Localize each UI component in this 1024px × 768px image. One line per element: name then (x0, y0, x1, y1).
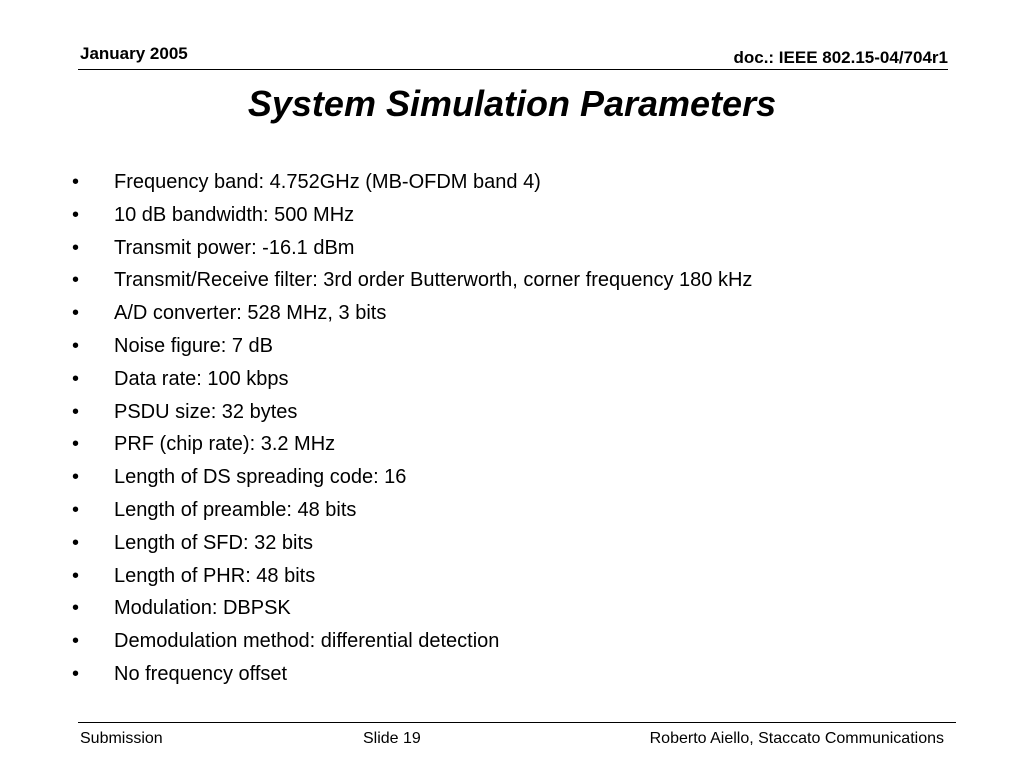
bullet-icon: • (72, 630, 80, 653)
list-item-text: PRF (chip rate): 3.2 MHz (114, 433, 336, 456)
header-doc-id: doc.: IEEE 802.15-04/704r1 (733, 48, 948, 67)
list-item-text: Length of DS spreading code: 16 (114, 466, 407, 489)
bullet-icon: • (72, 302, 80, 325)
list-item-text: Length of PHR: 48 bits (114, 564, 316, 587)
list-item-text: Demodulation method: differential detection (114, 630, 500, 653)
footer-submission: Submission (80, 730, 163, 747)
list-item (72, 592, 752, 625)
list-item (72, 232, 752, 265)
list-item-text: Transmit/Receive filter: 3rd order Butterworth, corner frequency 180 kHz (114, 269, 753, 292)
list-item-text: Noise figure: 7 dB (114, 334, 273, 357)
list-item-text: A/D converter: 528 MHz, 3 bits (114, 302, 387, 325)
footer-slide-number: Slide 19 (363, 730, 421, 747)
footer-author: Roberto Aiello, Staccato Communications (649, 730, 944, 747)
bullet-icon: • (72, 334, 80, 357)
bullet-icon: • (72, 466, 80, 489)
list-item (72, 625, 752, 658)
list-item (72, 330, 752, 363)
list-item (72, 658, 752, 691)
list-item (72, 494, 752, 527)
list-item (72, 199, 752, 232)
bullet-icon: • (72, 498, 80, 521)
list-item-text: Frequency band: 4.752GHz (MB-OFDM band 4) (114, 171, 541, 193)
list-item (72, 166, 752, 199)
slide-title: System Simulation Parameters (247, 83, 777, 124)
list-item-text: 10 dB bandwidth: 500 MHz (114, 203, 355, 226)
list-item (72, 461, 752, 494)
list-item-text: PSDU size: 32 bytes (114, 400, 298, 423)
bullet-icon: • (72, 236, 80, 259)
header-date: January 2005 (80, 44, 188, 63)
list-item-text: Length of SFD: 32 bits (114, 531, 314, 554)
list-item (72, 396, 752, 429)
bullet-icon: • (72, 367, 80, 390)
list-item (72, 527, 752, 560)
bullet-icon: • (72, 564, 80, 587)
list-item-text: Length of preamble: 48 bits (114, 498, 357, 521)
list-item (72, 264, 752, 297)
list-item-text: No frequency offset (114, 662, 288, 685)
footer-divider (78, 722, 956, 723)
list-item (72, 297, 752, 330)
bullet-icon: • (72, 269, 80, 292)
list-item-text: Data rate: 100 kbps (114, 367, 289, 390)
list-item (72, 363, 752, 396)
list-item-text: Modulation: DBPSK (114, 597, 291, 620)
list-item (72, 428, 752, 461)
bullet-icon: • (72, 531, 80, 554)
bullet-list (72, 166, 752, 691)
bullet-icon: • (72, 400, 80, 423)
bullet-icon: • (72, 433, 80, 456)
bullet-icon: • (72, 171, 80, 193)
bullet-icon: • (72, 203, 80, 226)
bullet-icon: • (72, 597, 80, 620)
bullet-icon: • (72, 662, 80, 685)
list-item (72, 560, 752, 593)
header-divider (78, 69, 948, 70)
list-item-text: Transmit power: -16.1 dBm (114, 236, 355, 259)
